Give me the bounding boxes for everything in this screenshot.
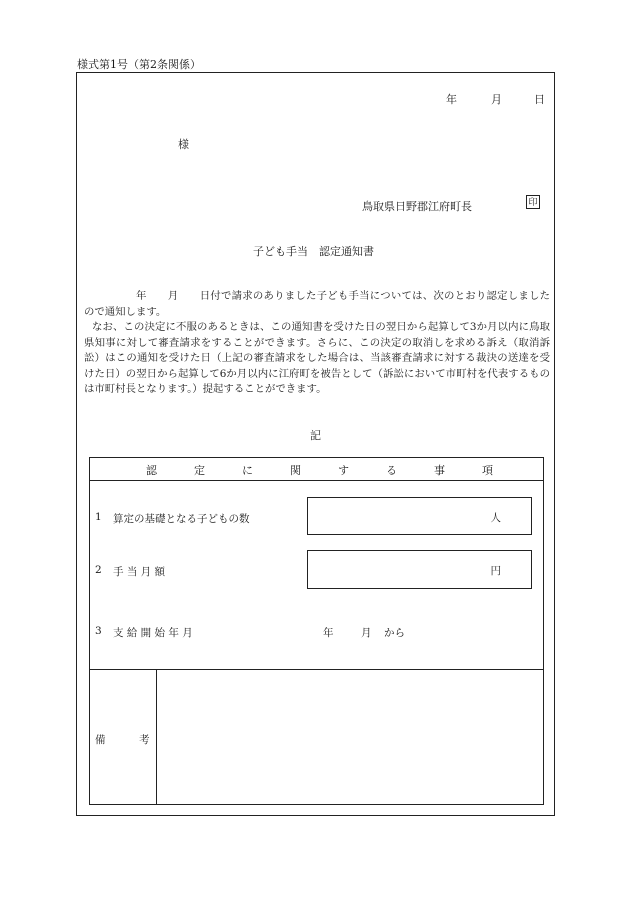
child-count-field[interactable] <box>307 497 532 535</box>
child-count-unit: 人 <box>490 512 501 524</box>
remarks-field[interactable] <box>157 670 543 804</box>
date-year-label: 年 <box>446 93 457 106</box>
paragraph-notification: 年 月 日付で請求のありました子ども手当については、次のとおり認定しましたので通知します。 <box>84 290 550 318</box>
header-char: 定 <box>194 464 205 477</box>
table-header <box>90 458 543 481</box>
ki-heading: 記 <box>310 429 321 442</box>
monthly-amount-unit: 円 <box>490 565 501 577</box>
issuer-name: 鳥取県日野郡江府町長 <box>362 200 472 213</box>
start-from-label: から <box>384 627 405 639</box>
monthly-amount-field[interactable] <box>307 550 532 589</box>
header-char: 事 <box>434 464 445 477</box>
date-line <box>446 91 545 107</box>
start-year-label: 年 <box>323 627 334 639</box>
header-char: 認 <box>146 464 157 477</box>
seal-mark: 印 <box>526 195 540 209</box>
remarks-char: 備 <box>95 734 106 746</box>
certification-table <box>89 457 544 805</box>
body-text <box>84 289 550 398</box>
header-char: る <box>386 464 397 477</box>
row3-number: 3 <box>95 625 102 637</box>
row3-label: 支 給 開 始 年 月 <box>113 627 193 639</box>
date-day-label: 日 <box>534 93 545 106</box>
paragraph-appeal-notice: なお、この決定に不服のあるときは、この通知書を受けた日の翌日から起算して3か月以内に鳥取県知事に対して審査請求をすることができます。さらに、この決定の取消しを求める訴え（取消訴訟）はこの通知を受けた日（上記の審査請求をした場合は、当該審査請求に対する裁決の送達を受けた日）の翌日から起算して6か月以内に江府町を被告として（訴訟において市町村を代表するものは市町村長となります。）提起することができます。 <box>84 321 550 395</box>
header-char: す <box>338 464 349 477</box>
header-char: 項 <box>482 464 493 477</box>
addressee-honorific: 様 <box>178 138 189 151</box>
start-month-label: 月 <box>361 627 372 639</box>
header-char: に <box>242 464 253 477</box>
remarks-char: 考 <box>139 734 150 746</box>
row1-label: 算定の基礎となる子どもの数 <box>113 513 250 525</box>
form-number-label: 様式第1号（第2条関係） <box>77 58 201 71</box>
row1-number: 1 <box>95 511 102 523</box>
header-char: 関 <box>290 464 301 477</box>
document-title: 子ども手当 認定通知書 <box>253 245 374 258</box>
date-month-label: 月 <box>491 93 502 106</box>
row2-label: 手 当 月 額 <box>113 566 166 578</box>
row2-number: 2 <box>95 564 102 576</box>
